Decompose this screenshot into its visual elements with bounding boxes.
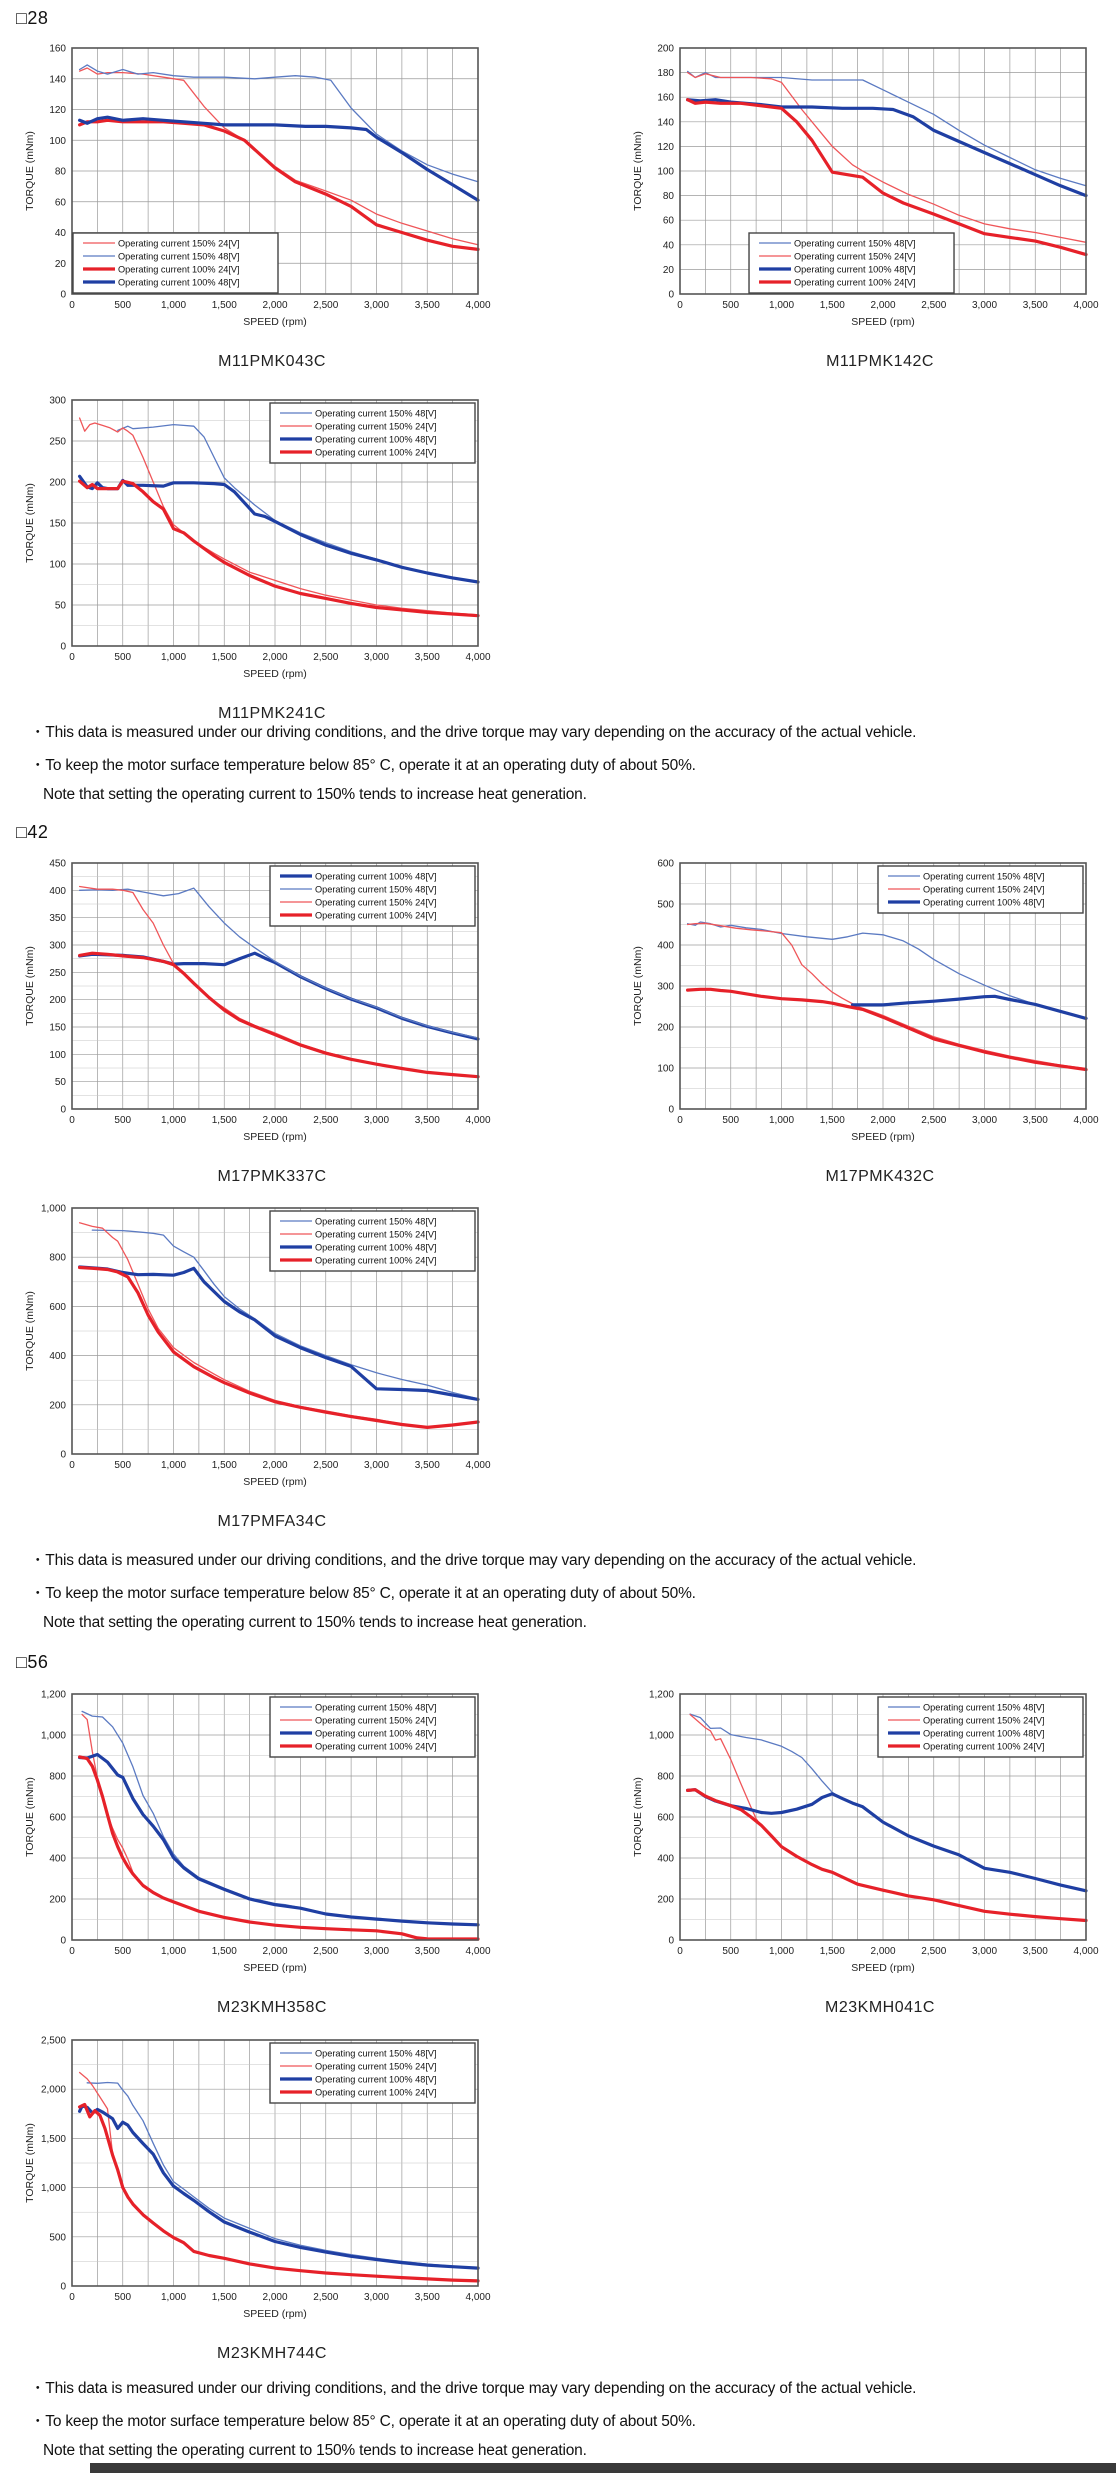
svg-text:0: 0 [60, 1104, 66, 1116]
chart-plot-area [630, 40, 1100, 345]
svg-text:Operating current 100% 24[V]: Operating current 100% 24[V] [315, 447, 437, 458]
svg-text:2,500: 2,500 [313, 2292, 339, 2303]
svg-text:100: 100 [657, 166, 674, 178]
svg-text:SPEED (rpm): SPEED (rpm) [243, 1962, 307, 1974]
svg-text:0: 0 [677, 300, 683, 311]
note-line: ・To keep the motor surface temperature below 85° C, operate it at an operating duty of about 50%. [30, 1585, 696, 1602]
svg-text:0: 0 [69, 1460, 75, 1471]
note-line: ・To keep the motor surface temperature below 85° C, operate it at an operating duty of about 50%. [30, 2413, 696, 2430]
svg-text:2,500: 2,500 [921, 1946, 947, 1957]
svg-text:40: 40 [662, 240, 674, 252]
svg-text:1,200: 1,200 [648, 1689, 674, 1701]
svg-text:3,000: 3,000 [363, 1460, 390, 1471]
chart-svg [22, 2032, 492, 2332]
chart-m17pmk337c [22, 855, 492, 1186]
svg-text:3,000: 3,000 [971, 1115, 998, 1126]
svg-text:400: 400 [49, 1853, 66, 1865]
chart-title: M23KMH744C [217, 2345, 327, 2362]
svg-text:500: 500 [114, 1115, 132, 1126]
svg-text:4,000: 4,000 [1073, 1115, 1099, 1126]
svg-text:TORQUE (mNm): TORQUE (mNm) [24, 2123, 36, 2203]
svg-text:Operating current 150% 48[V]: Operating current 150% 48[V] [315, 408, 437, 419]
svg-text:2,500: 2,500 [313, 1115, 339, 1126]
chart-svg [22, 392, 492, 692]
svg-text:600: 600 [657, 1812, 674, 1824]
chart-svg [22, 855, 492, 1155]
svg-text:160: 160 [49, 43, 66, 55]
svg-text:Operating current 150% 24[V]: Operating current 150% 24[V] [794, 251, 916, 262]
svg-text:1,500: 1,500 [40, 2133, 66, 2145]
svg-text:1,500: 1,500 [819, 1115, 845, 1126]
chart-m23kmh041c [630, 1686, 1100, 2017]
svg-text:600: 600 [49, 1812, 66, 1824]
svg-text:TORQUE (mNm): TORQUE (mNm) [24, 131, 36, 211]
svg-text:SPEED (rpm): SPEED (rpm) [243, 1131, 307, 1143]
svg-text:200: 200 [657, 1894, 674, 1906]
svg-text:3,000: 3,000 [971, 1946, 998, 1957]
svg-text:800: 800 [657, 1771, 674, 1783]
chart-svg [630, 1686, 1100, 1986]
notes-block-3 [30, 2376, 1100, 2471]
svg-text:50: 50 [54, 600, 66, 612]
chart-title: M17PMK337C [217, 1168, 327, 1185]
svg-text:500: 500 [49, 2232, 66, 2244]
svg-text:2,500: 2,500 [40, 2035, 66, 2047]
svg-text:2,500: 2,500 [921, 1115, 947, 1126]
svg-text:200: 200 [657, 1022, 674, 1034]
svg-text:1,200: 1,200 [40, 1689, 66, 1701]
svg-text:200: 200 [49, 1400, 66, 1412]
svg-text:1,000: 1,000 [160, 1946, 187, 1957]
svg-text:350: 350 [49, 913, 66, 925]
svg-text:500: 500 [722, 1115, 740, 1126]
svg-text:1,000: 1,000 [40, 2183, 66, 2195]
svg-text:Operating current 100% 48[V]: Operating current 100% 48[V] [794, 264, 916, 275]
svg-text:1,500: 1,500 [211, 1460, 237, 1471]
svg-text:0: 0 [677, 1115, 683, 1126]
svg-text:4,000: 4,000 [1073, 1946, 1099, 1957]
svg-text:0: 0 [69, 1115, 75, 1126]
svg-text:4,000: 4,000 [465, 1460, 491, 1471]
svg-text:450: 450 [49, 858, 66, 870]
svg-text:3,000: 3,000 [363, 1946, 390, 1957]
svg-text:1,000: 1,000 [160, 2292, 187, 2303]
svg-text:0: 0 [60, 1449, 66, 1461]
svg-text:Operating current 150% 48[V]: Operating current 150% 48[V] [794, 238, 916, 249]
svg-text:3,500: 3,500 [1022, 300, 1048, 311]
svg-text:400: 400 [657, 1853, 674, 1865]
svg-text:1,500: 1,500 [211, 2292, 237, 2303]
svg-text:200: 200 [49, 1894, 66, 1906]
svg-text:TORQUE (mNm): TORQUE (mNm) [632, 131, 644, 211]
svg-text:150: 150 [49, 1022, 66, 1034]
chart-title: M17PMK432C [825, 1168, 935, 1185]
svg-text:Operating current 100% 48[V]: Operating current 100% 48[V] [315, 2074, 437, 2085]
svg-text:4,000: 4,000 [465, 1115, 491, 1126]
chart-svg [630, 40, 1100, 340]
svg-text:SPEED (rpm): SPEED (rpm) [243, 1476, 307, 1488]
note-line: ・This data is measured under our driving conditions, and the drive torque may vary depending on the accuracy of the actual vehicle. [30, 2380, 917, 2397]
svg-text:400: 400 [49, 885, 66, 897]
svg-text:SPEED (rpm): SPEED (rpm) [243, 316, 307, 328]
svg-text:SPEED (rpm): SPEED (rpm) [243, 668, 307, 680]
note-line: Note that setting the operating current to 150% tends to increase heat generation. [43, 786, 587, 803]
svg-text:0: 0 [668, 1935, 674, 1947]
svg-text:Operating current 150% 48[V]: Operating current 150% 48[V] [315, 1702, 437, 1713]
svg-text:2,000: 2,000 [40, 2084, 66, 2096]
chart-svg [630, 855, 1100, 1155]
footer-bar [90, 2463, 1116, 2473]
svg-text:Operating current 100% 48[V]: Operating current 100% 48[V] [923, 897, 1045, 908]
svg-text:40: 40 [54, 228, 66, 239]
svg-text:Operating current 100% 48[V]: Operating current 100% 48[V] [923, 1728, 1045, 1739]
svg-text:0: 0 [668, 1104, 674, 1116]
svg-text:0: 0 [60, 289, 66, 301]
svg-text:Operating current 100% 48[V]: Operating current 100% 48[V] [315, 1242, 437, 1253]
svg-text:1,000: 1,000 [160, 300, 187, 311]
svg-text:4,000: 4,000 [1073, 300, 1099, 311]
svg-text:Operating current 150% 48[V]: Operating current 150% 48[V] [315, 884, 437, 895]
svg-text:500: 500 [114, 652, 132, 663]
chart-title: M23KMH041C [825, 1999, 935, 2016]
svg-text:600: 600 [657, 858, 674, 870]
svg-text:1,500: 1,500 [211, 1946, 237, 1957]
svg-text:3,000: 3,000 [363, 2292, 390, 2303]
chart-title: M11PMK043C [218, 353, 326, 370]
section-label-42: □42 [16, 822, 49, 842]
svg-text:TORQUE (mNm): TORQUE (mNm) [24, 946, 36, 1026]
svg-text:300: 300 [657, 981, 674, 993]
svg-text:Operating current 150% 24[V]: Operating current 150% 24[V] [315, 2061, 437, 2072]
svg-text:2,000: 2,000 [870, 300, 896, 311]
chart-m23kmh744c [22, 2032, 492, 2363]
svg-text:Operating current 150% 48[V]: Operating current 150% 48[V] [923, 1702, 1045, 1713]
svg-text:1,500: 1,500 [819, 300, 845, 311]
notes-block-1 [30, 720, 1100, 815]
svg-text:0: 0 [69, 652, 75, 663]
svg-text:Operating current 150% 48[V]: Operating current 150% 48[V] [315, 2048, 437, 2059]
chart-svg [22, 1200, 492, 1500]
svg-text:0: 0 [60, 2281, 66, 2293]
svg-text:60: 60 [662, 215, 674, 227]
svg-text:0: 0 [69, 1946, 75, 1957]
svg-text:3,500: 3,500 [414, 1460, 440, 1471]
svg-text:180: 180 [657, 68, 674, 80]
svg-text:3,500: 3,500 [414, 652, 440, 663]
svg-text:1,000: 1,000 [768, 300, 795, 311]
svg-text:1,000: 1,000 [160, 652, 187, 663]
chart-title: M23KMH358C [217, 1999, 327, 2016]
svg-text:0: 0 [60, 1935, 66, 1947]
svg-text:4,000: 4,000 [465, 2292, 491, 2303]
chart-plot-area [22, 392, 492, 697]
note-line: Note that setting the operating current to 150% tends to increase heat generation. [43, 1614, 587, 1631]
svg-text:500: 500 [114, 1946, 132, 1957]
svg-text:Operating current 150% 48[V]: Operating current 150% 48[V] [118, 251, 240, 262]
svg-text:0: 0 [69, 2292, 75, 2303]
svg-text:SPEED (rpm): SPEED (rpm) [851, 1131, 915, 1143]
svg-text:4,000: 4,000 [465, 652, 491, 663]
svg-text:50: 50 [54, 1077, 66, 1089]
svg-text:TORQUE (mNm): TORQUE (mNm) [632, 946, 644, 1026]
svg-text:200: 200 [49, 477, 66, 489]
svg-text:0: 0 [69, 300, 75, 311]
svg-text:2,500: 2,500 [313, 652, 339, 663]
svg-text:3,500: 3,500 [414, 2292, 440, 2303]
svg-text:0: 0 [60, 641, 66, 653]
svg-text:100: 100 [49, 559, 66, 571]
svg-text:2,500: 2,500 [921, 300, 947, 311]
svg-text:140: 140 [657, 117, 674, 129]
svg-text:1,000: 1,000 [40, 1203, 66, 1215]
section-label-56: □56 [16, 1652, 49, 1672]
svg-text:1,000: 1,000 [40, 1730, 66, 1742]
svg-text:Operating current 150% 24[V]: Operating current 150% 24[V] [315, 1715, 437, 1726]
svg-text:140: 140 [49, 74, 66, 86]
svg-text:300: 300 [49, 940, 66, 952]
svg-text:2,000: 2,000 [262, 2292, 288, 2303]
svg-text:500: 500 [114, 1460, 132, 1471]
chart-plot-area [630, 855, 1100, 1160]
svg-text:TORQUE (mNm): TORQUE (mNm) [24, 1291, 36, 1371]
chart-m23kmh358c [22, 1686, 492, 2017]
svg-text:1,000: 1,000 [160, 1460, 187, 1471]
svg-text:20: 20 [54, 258, 66, 270]
svg-text:Operating current 150% 24[V]: Operating current 150% 24[V] [923, 884, 1045, 895]
svg-text:2,000: 2,000 [262, 1946, 288, 1957]
svg-text:Operating current 150% 48[V]: Operating current 150% 48[V] [315, 1216, 437, 1227]
chart-plot-area [22, 1200, 492, 1505]
svg-text:3,500: 3,500 [1022, 1115, 1048, 1126]
chart-plot-area [630, 1686, 1100, 1991]
svg-text:3,000: 3,000 [363, 300, 390, 311]
chart-title: M11PMK142C [826, 353, 934, 370]
svg-text:20: 20 [662, 264, 674, 276]
svg-text:2,000: 2,000 [870, 1946, 896, 1957]
svg-text:Operating current 100% 24[V]: Operating current 100% 24[V] [315, 910, 437, 921]
chart-plot-area [22, 40, 492, 345]
svg-text:800: 800 [49, 1771, 66, 1783]
svg-text:Operating current 100% 48[V]: Operating current 100% 48[V] [315, 1728, 437, 1739]
svg-text:2,500: 2,500 [313, 1460, 339, 1471]
svg-text:Operating current 100% 24[V]: Operating current 100% 24[V] [118, 264, 240, 275]
svg-text:Operating current 100% 48[V]: Operating current 100% 48[V] [118, 277, 240, 288]
svg-text:500: 500 [114, 300, 132, 311]
svg-text:2,000: 2,000 [262, 1115, 288, 1126]
svg-text:3,000: 3,000 [363, 1115, 390, 1126]
svg-text:150: 150 [49, 518, 66, 530]
chart-title: M11PMK241C [218, 705, 326, 722]
note-line: ・This data is measured under our driving conditions, and the drive torque may vary depending on the accuracy of the actual vehicle. [30, 724, 917, 741]
svg-text:1,000: 1,000 [648, 1730, 674, 1742]
svg-text:TORQUE (mNm): TORQUE (mNm) [24, 483, 36, 563]
svg-text:4,000: 4,000 [465, 1946, 491, 1957]
svg-text:60: 60 [54, 197, 66, 209]
svg-text:3,000: 3,000 [971, 300, 998, 311]
svg-text:2,000: 2,000 [870, 1115, 896, 1126]
svg-text:1,500: 1,500 [211, 300, 237, 311]
svg-text:1,000: 1,000 [768, 1946, 795, 1957]
svg-text:2,500: 2,500 [313, 1946, 339, 1957]
svg-text:4,000: 4,000 [465, 300, 491, 311]
svg-text:100: 100 [49, 135, 66, 147]
svg-text:1,000: 1,000 [768, 1115, 795, 1126]
chart-plot-area [22, 855, 492, 1160]
chart-m17pmfa34c [22, 1200, 492, 1531]
svg-text:300: 300 [49, 395, 66, 407]
svg-text:Operating current 150% 24[V]: Operating current 150% 24[V] [118, 238, 240, 249]
chart-m17pmk432c [630, 855, 1100, 1186]
svg-text:Operating current 150% 24[V]: Operating current 150% 24[V] [923, 1715, 1045, 1726]
chart-title: M17PMFA34C [217, 1513, 327, 1530]
svg-text:2,000: 2,000 [262, 1460, 288, 1471]
svg-text:Operating current 100% 48[V]: Operating current 100% 48[V] [315, 434, 437, 445]
svg-text:500: 500 [722, 300, 740, 311]
section-label-28: □28 [16, 8, 49, 28]
chart-m11pmk241c [22, 392, 492, 723]
svg-text:Operating current 100% 48[V]: Operating current 100% 48[V] [315, 871, 437, 882]
svg-text:3,500: 3,500 [1022, 1946, 1048, 1957]
svg-text:SPEED (rpm): SPEED (rpm) [851, 1962, 915, 1974]
svg-text:3,500: 3,500 [414, 1115, 440, 1126]
chart-svg [22, 40, 492, 340]
svg-text:400: 400 [657, 940, 674, 952]
svg-text:200: 200 [49, 995, 66, 1007]
note-line: Note that setting the operating current to 150% tends to increase heat generation. [43, 2442, 587, 2459]
svg-text:1,500: 1,500 [211, 652, 237, 663]
svg-text:1,500: 1,500 [819, 1946, 845, 1957]
chart-svg [22, 1686, 492, 1986]
svg-text:1,500: 1,500 [211, 1115, 237, 1126]
svg-text:Operating current 150% 48[V]: Operating current 150% 48[V] [923, 871, 1045, 882]
svg-text:3,000: 3,000 [363, 652, 390, 663]
chart-plot-area [22, 1686, 492, 1991]
svg-text:100: 100 [49, 1049, 66, 1061]
svg-text:2,000: 2,000 [262, 652, 288, 663]
notes-block-2 [30, 1548, 1100, 1643]
svg-text:500: 500 [114, 2292, 132, 2303]
svg-text:TORQUE (mNm): TORQUE (mNm) [24, 1777, 36, 1857]
svg-text:400: 400 [49, 1351, 66, 1363]
svg-text:Operating current 100% 24[V]: Operating current 100% 24[V] [315, 2087, 437, 2098]
svg-text:80: 80 [54, 166, 66, 178]
svg-text:2,500: 2,500 [313, 300, 339, 311]
svg-text:800: 800 [49, 1252, 66, 1264]
svg-text:500: 500 [722, 1946, 740, 1957]
svg-text:Operating current 150% 24[V]: Operating current 150% 24[V] [315, 1229, 437, 1240]
svg-text:600: 600 [49, 1301, 66, 1313]
chart-m11pmk043c [22, 40, 492, 371]
svg-text:120: 120 [49, 105, 66, 116]
note-line: ・To keep the motor surface temperature below 85° C, operate it at an operating duty of about 50%. [30, 757, 696, 774]
svg-text:Operating current 100% 24[V]: Operating current 100% 24[V] [794, 277, 916, 288]
svg-text:Operating current 100% 24[V]: Operating current 100% 24[V] [315, 1255, 437, 1266]
svg-text:Operating current 100% 24[V]: Operating current 100% 24[V] [315, 1741, 437, 1752]
svg-text:2,000: 2,000 [262, 300, 288, 311]
svg-text:Operating current 100% 24[V]: Operating current 100% 24[V] [923, 1741, 1045, 1752]
svg-text:120: 120 [657, 141, 674, 153]
svg-text:3,500: 3,500 [414, 300, 440, 311]
svg-text:0: 0 [677, 1946, 683, 1957]
svg-text:100: 100 [657, 1063, 674, 1075]
svg-text:Operating current 150% 24[V]: Operating current 150% 24[V] [315, 897, 437, 908]
svg-text:200: 200 [657, 43, 674, 55]
svg-text:250: 250 [49, 436, 66, 448]
svg-text:0: 0 [668, 289, 674, 301]
svg-text:TORQUE (mNm): TORQUE (mNm) [632, 1777, 644, 1857]
svg-text:SPEED (rpm): SPEED (rpm) [851, 316, 915, 328]
chart-plot-area [22, 2032, 492, 2337]
note-line: ・This data is measured under our driving conditions, and the drive torque may vary depending on the accuracy of the actual vehicle. [30, 1552, 917, 1569]
svg-text:250: 250 [49, 967, 66, 979]
svg-text:Operating current 150% 24[V]: Operating current 150% 24[V] [315, 421, 437, 432]
svg-text:1,000: 1,000 [160, 1115, 187, 1126]
svg-text:500: 500 [657, 899, 674, 911]
svg-text:3,500: 3,500 [414, 1946, 440, 1957]
svg-text:160: 160 [657, 92, 674, 104]
chart-m11pmk142c [630, 40, 1100, 371]
svg-text:80: 80 [662, 191, 674, 203]
svg-text:SPEED (rpm): SPEED (rpm) [243, 2308, 307, 2320]
